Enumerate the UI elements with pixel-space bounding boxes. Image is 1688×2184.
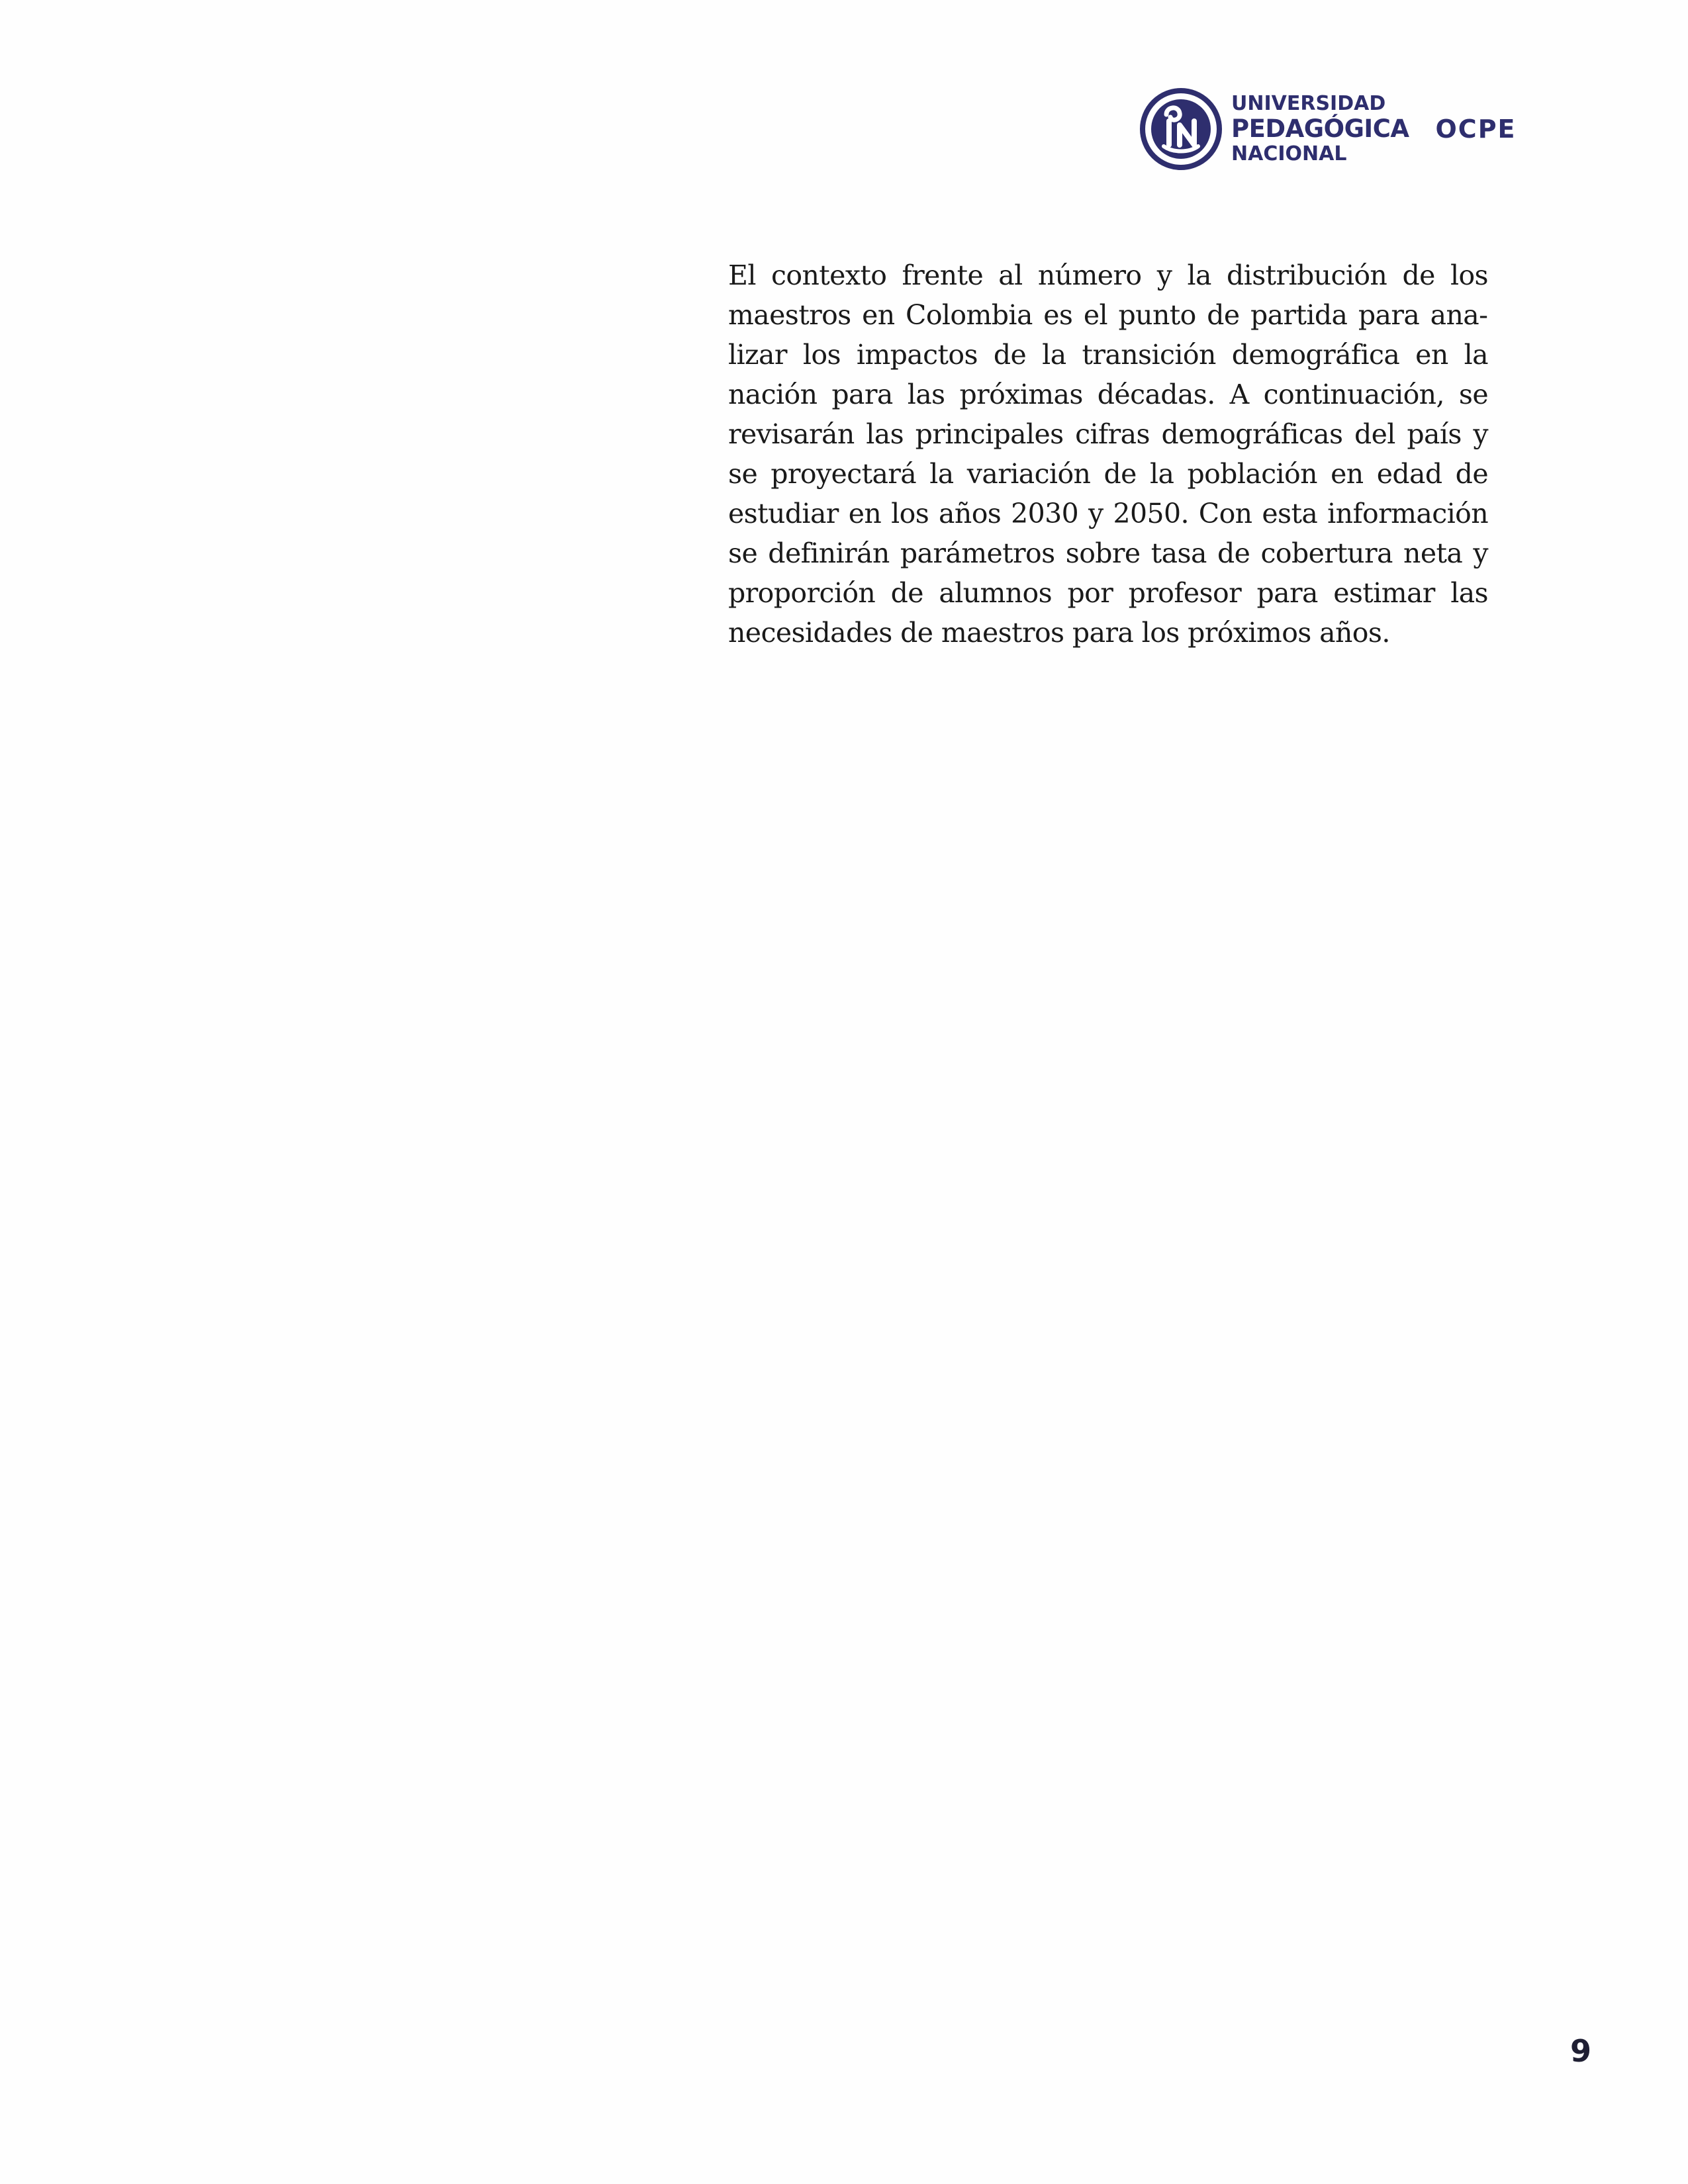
logo-line-2: PEDAGÓGICA xyxy=(1231,114,1409,143)
university-logo xyxy=(1140,86,1517,172)
body-paragraph: El contexto frente al número y la distribución de los maestros en Colombia es el punto de partida para analizar los impactos de la transición demográfica en la nación para las próximas décadas. A continuación, se revisarán las principales cifras demográficas del país y se proyectará la variación de la población en edad de estudiar en los años 2030 y 2050. Con esta información se definirán parámetros sobre tasa de cobertura neta y proporción de alumnos por profesor para estimar las necesidades de maestros para los próximos años. xyxy=(728,259,1488,649)
university-name xyxy=(1231,94,1409,164)
logo-line-1: UNIVERSIDAD xyxy=(1231,92,1386,115)
page-number: 9 xyxy=(1570,2033,1592,2069)
university-emblem-icon xyxy=(1140,88,1222,170)
logo-line-3: NACIONAL xyxy=(1231,142,1347,165)
unit-acronym: OCPE xyxy=(1435,114,1517,144)
